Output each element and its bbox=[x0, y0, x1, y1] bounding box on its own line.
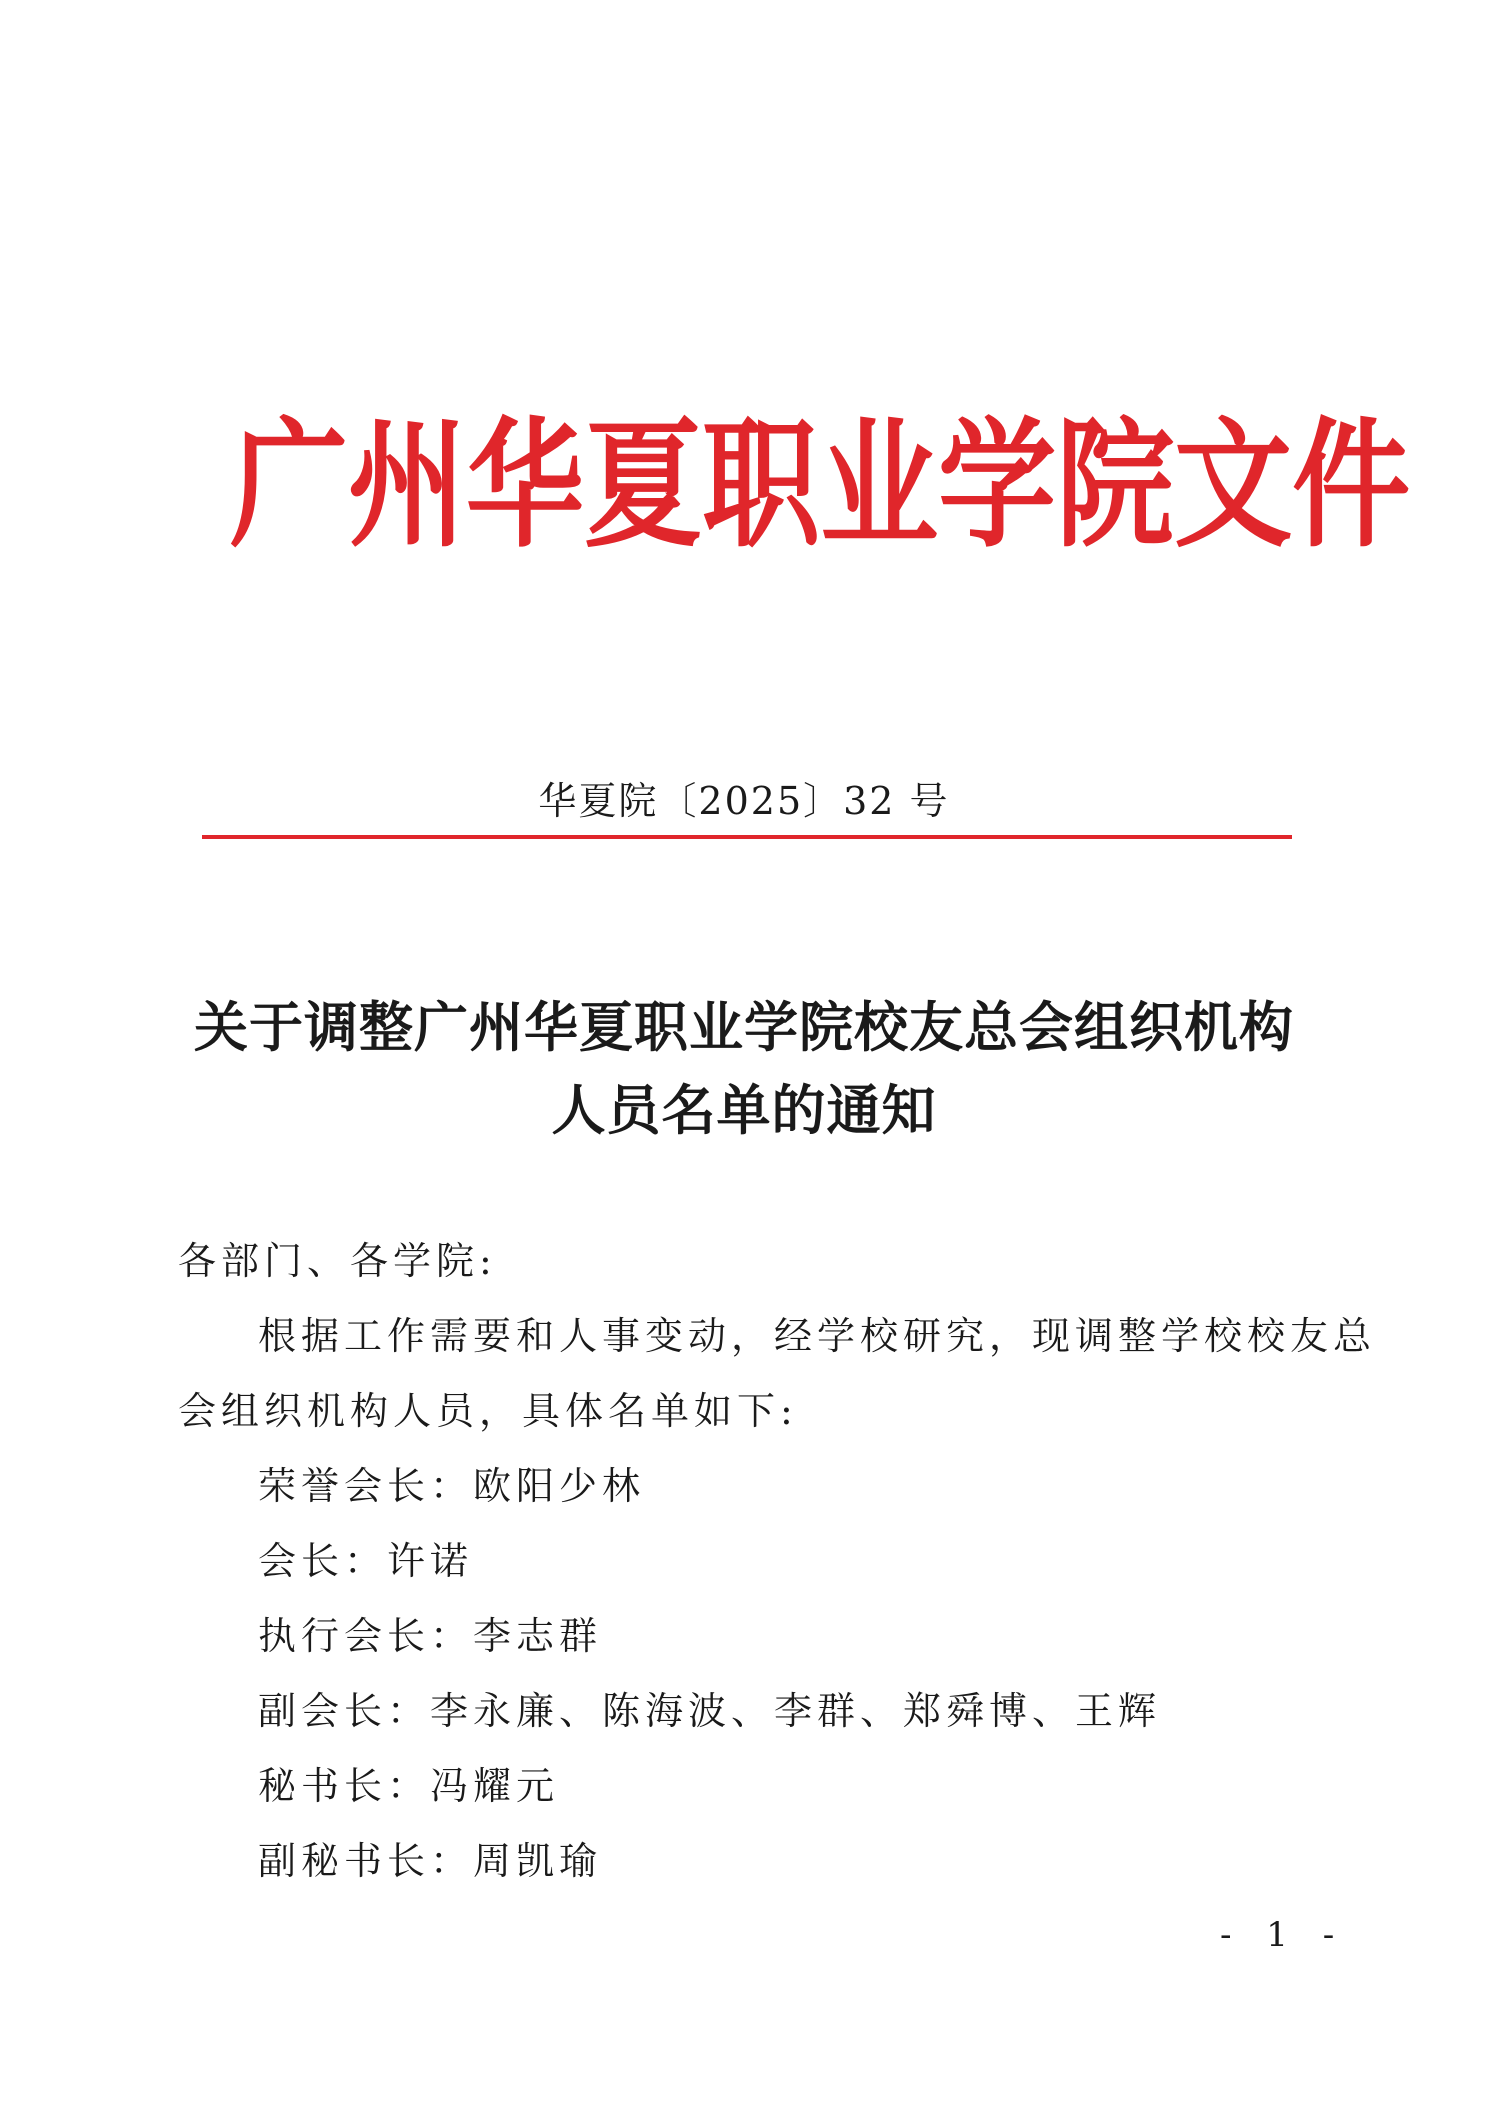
letterhead-char: 华 bbox=[466, 403, 585, 567]
paragraph-line: 会组织机构人员，具体名单如下: bbox=[178, 1389, 798, 1433]
letterhead-char: 职 bbox=[702, 403, 821, 567]
document-number: 华夏院〔2025〕32 号 bbox=[538, 779, 950, 823]
letterhead-char: 业 bbox=[820, 403, 939, 567]
role-deputy-secretary-general: 副秘书长：周凯瑜 bbox=[258, 1839, 603, 1883]
page-number: - 1 - bbox=[1220, 1915, 1347, 1955]
document-title-line-1: 关于调整广州华夏职业学院校友总会组织机构 bbox=[194, 995, 1294, 1059]
role-honorary-president: 荣誉会长：欧阳少林 bbox=[258, 1464, 646, 1508]
salutation: 各部门、各学院: bbox=[178, 1239, 497, 1283]
letterhead-char: 院 bbox=[1056, 403, 1175, 567]
role-vice-presidents: 副会长：李永廉、陈海波、李群、郑舜博、王辉 bbox=[258, 1689, 1162, 1733]
letterhead-char: 广 bbox=[230, 403, 349, 567]
letterhead-char: 文 bbox=[1174, 403, 1293, 567]
letterhead-char: 夏 bbox=[584, 403, 703, 567]
letterhead-char: 学 bbox=[938, 403, 1057, 567]
letterhead-char: 州 bbox=[348, 403, 467, 567]
role-secretary-general: 秘书长：冯耀元 bbox=[258, 1764, 560, 1808]
document-title-line-2: 人员名单的通知 bbox=[551, 1078, 937, 1142]
red-divider-line bbox=[202, 835, 1292, 839]
red-letterhead bbox=[230, 391, 1411, 580]
role-president: 会长：许诺 bbox=[258, 1539, 474, 1583]
role-executive-president: 执行会长：李志群 bbox=[258, 1614, 603, 1658]
letterhead-char: 件 bbox=[1292, 403, 1411, 567]
paragraph-line: 根据工作需要和人事变动，经学校研究，现调整学校校友总 bbox=[258, 1314, 1377, 1358]
